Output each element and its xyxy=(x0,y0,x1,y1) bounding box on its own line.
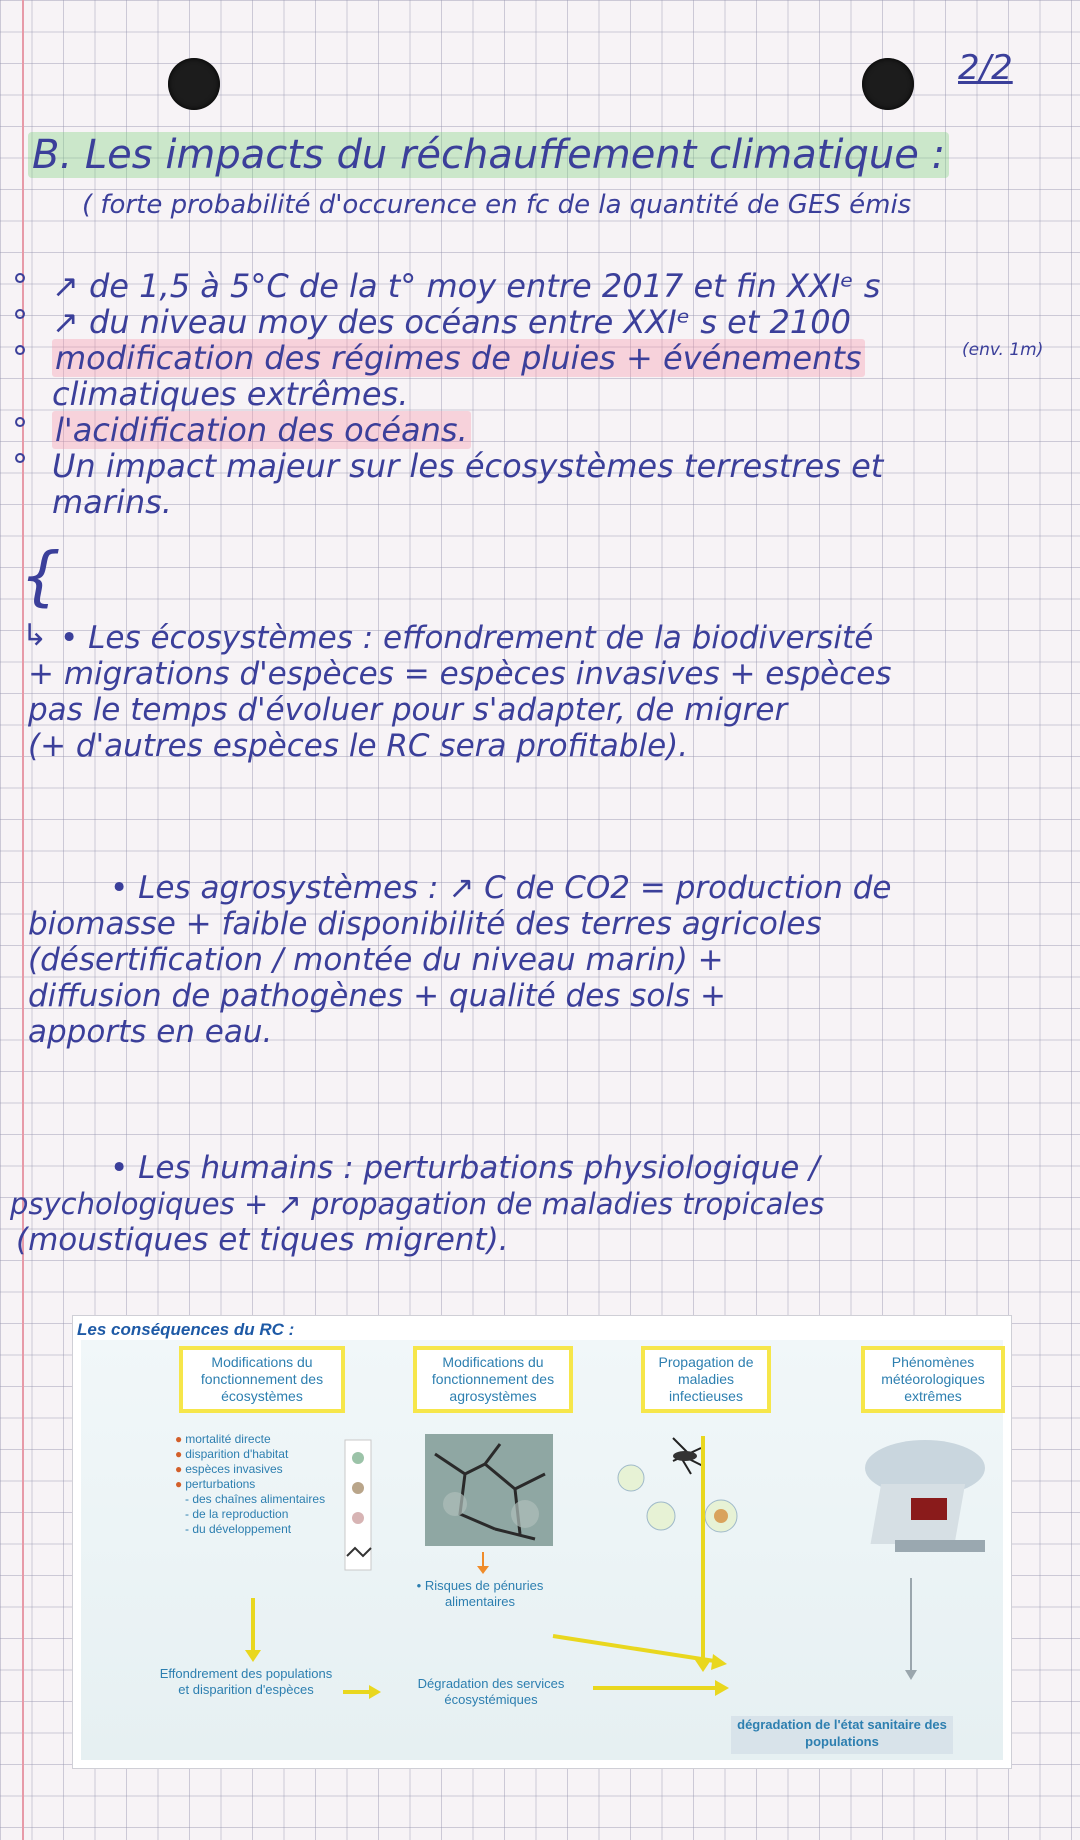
list-item: ● disparition d'habitat xyxy=(175,1447,289,1461)
bullet-note xyxy=(962,332,1043,374)
para-line: • Les agrosystèmes : ↗ C de CO2 = production de xyxy=(110,870,892,906)
list-subitem: - de la reproduction xyxy=(185,1507,289,1521)
para-line: biomasse + faible disponibilité des terres agricoles xyxy=(28,906,822,942)
para-line: psychologiques + ↗ propagation de maladies tropicales xyxy=(10,1187,825,1221)
brace-symbol: { xyxy=(20,540,61,614)
punch-hole-left xyxy=(168,58,220,110)
population-collapse: Effondrement des populations et disparition d'espèces xyxy=(159,1666,333,1697)
list-item: ● mortalité directe xyxy=(175,1432,271,1446)
bullet-text: ↗ de 1,5 à 5°C de la t° moy entre 2017 et fin XXIᵉ s xyxy=(52,267,881,305)
category-ecosystems: Modifications du fonctionnement des écosystèmes xyxy=(179,1346,345,1413)
para-line: (désertification / montée du niveau marin) + xyxy=(28,942,724,978)
bullet-continuation xyxy=(12,484,172,520)
bullet-item: ° ↗ du niveau moy des océans entre XXIᵉ s et 2100 xyxy=(12,303,851,341)
category-weather: Phénomènes météorologiques extrêmes xyxy=(861,1346,1005,1413)
arrow-symbol: ↳ xyxy=(22,618,48,653)
category-diseases: Propagation de maladies infectieuses xyxy=(641,1346,771,1413)
bullet-text: Un impact majeur sur les écosystèmes terrestres et xyxy=(52,447,884,485)
bullet-text: ↗ du niveau moy des océans entre XXIᵉ s et 2100 xyxy=(52,303,851,341)
list-subitem: - des chaînes alimentaires xyxy=(185,1492,326,1506)
bullet-text: modification des régimes de pluies + événements xyxy=(52,339,865,377)
paragraph-ecosystems xyxy=(28,620,1070,764)
bullet-continuation xyxy=(12,376,408,412)
section-subtitle: ( forte probabilité d'occurence en fc de la quantité de GES émis xyxy=(82,190,912,220)
bullet-text: l'acidification des océans. xyxy=(52,411,471,449)
bullet-text: climatiques extrêmes. xyxy=(52,375,409,413)
ecosystem-services-degradation: Dégradation des services écosystémiques xyxy=(417,1676,565,1707)
bullet-item: ° modification des régimes de pluies + événements xyxy=(12,340,865,376)
bullet-item: ° l'acidification des océans. xyxy=(12,412,471,448)
punch-hole-right xyxy=(862,58,914,110)
para-line: • Les humains : perturbations physiologique / xyxy=(110,1150,820,1186)
para-line: • Les écosystèmes : effondrement de la biodiversité xyxy=(60,620,874,656)
list-item: ● perturbations xyxy=(175,1477,256,1491)
category-agrosystems: Modifications du fonctionnement des agrosystèmes xyxy=(413,1346,573,1413)
bullet-note-text: (env. 1m) xyxy=(962,340,1044,360)
figure-title: Les conséquences du RC : xyxy=(77,1320,295,1339)
para-line: + migrations d'espèces = espèces invasives + espèces xyxy=(28,656,892,692)
para-line: (moustiques et tiques migrent). xyxy=(16,1222,509,1258)
health-degradation: dégradation de l'état sanitaire des populations xyxy=(731,1716,953,1754)
list-item: ● espèces invasives xyxy=(175,1462,283,1476)
paragraph-agrosystems xyxy=(28,870,1068,1050)
para-line: diffusion de pathogènes + qualité des sols + xyxy=(28,978,726,1014)
section-title xyxy=(28,132,949,178)
bullet-item: ° ↗ de 1,5 à 5°C de la t° moy entre 2017 et fin XXIᵉ s xyxy=(12,267,881,305)
list-subitem: - du développement xyxy=(185,1522,292,1536)
para-line: (+ d'autres espèces le RC sera profitable). xyxy=(28,728,689,764)
page-number: 2/2 xyxy=(958,48,1013,88)
paragraph-humans xyxy=(10,1150,1070,1258)
bullet-text: marins. xyxy=(52,483,172,521)
para-line: apports en eau. xyxy=(28,1014,273,1050)
para-line: pas le temps d'évoluer pour s'adapter, de migrer xyxy=(28,692,788,728)
consequences-figure xyxy=(72,1315,1012,1769)
section-title-text: B. Les impacts du réchauffement climatique : xyxy=(28,132,949,178)
food-shortage-risk: • Risques de pénuries alimentaires xyxy=(416,1578,544,1609)
bullet-item: ° Un impact majeur sur les écosystèmes terrestres et xyxy=(12,447,884,485)
